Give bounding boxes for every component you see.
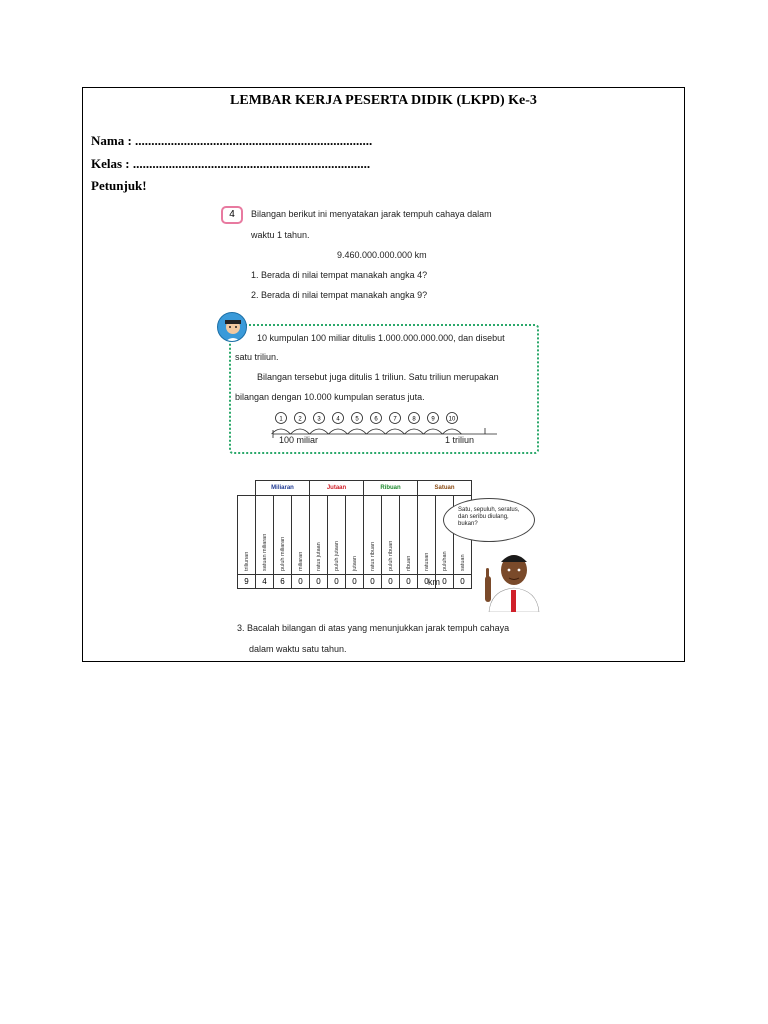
problem-value: 9.460.000.000.000 km xyxy=(337,250,427,260)
numberline-circle-label: 6 xyxy=(374,416,378,423)
unit-label: km xyxy=(428,577,440,587)
nama-field: Nama : ......................................................................... xyxy=(91,133,373,148)
numberline-circle-label: 10 xyxy=(448,416,456,423)
numberline-circle-label: 3 xyxy=(317,416,321,423)
column-header-label: miliaran xyxy=(297,551,304,571)
column-header xyxy=(238,496,256,575)
question-3-line1: 3. Bacalah bilangan di atas yang menunjukkan jarak tempuh cahaya xyxy=(237,623,510,633)
column-header xyxy=(310,496,328,575)
digit-cell: 0 xyxy=(382,575,400,589)
column-header xyxy=(274,496,292,575)
group-header-miliaran: Miliaran xyxy=(256,481,310,496)
column-header-label: puluh miliaran xyxy=(279,536,286,571)
group-header-satuan: Satuan xyxy=(418,481,472,496)
column-header xyxy=(382,496,400,575)
digit-cell: 6 xyxy=(274,575,292,589)
group-header-ribuan: Ribuan xyxy=(364,481,418,496)
numberline-arc xyxy=(291,429,310,434)
column-header xyxy=(400,496,418,575)
numberline-arc xyxy=(348,429,367,434)
digit-cell: 0 xyxy=(364,575,382,589)
petunjuk-label: Petunjuk! xyxy=(91,178,147,193)
column-header-label: triliunan xyxy=(243,551,250,571)
digit-cell: 0 xyxy=(310,575,328,589)
column-header-label: ratus ribuan xyxy=(369,541,376,571)
column-header-label: ratusan xyxy=(423,552,430,571)
problem-text-line2: waktu 1 tahun. xyxy=(251,230,310,240)
digit-cell: 0 xyxy=(328,575,346,589)
numberline-arc xyxy=(367,429,386,434)
problem-number-badge: 4 xyxy=(221,206,243,224)
place-value-table xyxy=(237,480,472,589)
question-1: 1. Berada di nilai tempat manakah angka 4? xyxy=(251,270,428,280)
digit-cell: 0 xyxy=(454,575,472,589)
column-header-label: jutaan xyxy=(351,556,358,571)
student-illustration xyxy=(481,540,547,612)
numberline-arc xyxy=(272,429,291,434)
numberline-circle-label: 9 xyxy=(431,416,435,423)
column-header-label: satuan xyxy=(459,554,466,571)
speech-bubble-text: Satu, sepuluh, seratus, dan seribu diulang, bukan? xyxy=(458,507,520,527)
column-header xyxy=(292,496,310,575)
numberline-arc xyxy=(386,429,405,434)
numberline-circle-label: 8 xyxy=(412,416,416,423)
column-header-label: puluhan xyxy=(441,551,448,571)
numberline-arc xyxy=(405,429,424,434)
numberline-label-right: 1 triliun xyxy=(445,435,475,445)
info-text-p1b: satu triliun. xyxy=(235,352,279,362)
group-header-jutaan: Jutaan xyxy=(310,481,364,496)
numberline-arc xyxy=(310,429,329,434)
column-header-label: satuan miliaran xyxy=(261,533,268,571)
numberline-circle-label: 5 xyxy=(355,416,359,423)
page-title: LEMBAR KERJA PESERTA DIDIK (LKPD) Ke-3 xyxy=(230,93,537,108)
numberline-circle-label: 1 xyxy=(279,416,283,423)
question-3-line2: dalam waktu satu tahun. xyxy=(249,644,347,654)
column-header-label: puluh jutaan xyxy=(333,541,340,571)
numberline-arc xyxy=(443,429,462,434)
digit-cell: 0 xyxy=(292,575,310,589)
column-header xyxy=(364,496,382,575)
digit-cell: 4 xyxy=(256,575,274,589)
digit-cell: 9 xyxy=(238,575,256,589)
column-header xyxy=(346,496,364,575)
digit-cell: 0 xyxy=(418,575,436,589)
question-2: 2. Berada di nilai tempat manakah angka 9? xyxy=(251,290,428,300)
digit-cell: 0 xyxy=(400,575,418,589)
numberline-arc xyxy=(424,429,443,434)
column-header xyxy=(418,496,436,575)
info-text-p1a: 10 kumpulan 100 miliar ditulis 1.000.000.000.000, dan disebut xyxy=(257,333,505,343)
speech-bubble xyxy=(443,498,535,542)
kelas-field: Kelas : ......................................................................... xyxy=(91,156,371,171)
info-text-p2a: Bilangan tersebut juga ditulis 1 triliun. Satu triliun merupakan xyxy=(257,372,499,382)
info-text-p2b: bilangan dengan 10.000 kumpulan seratus juta. xyxy=(235,392,425,402)
numberline-circle-label: 2 xyxy=(298,416,302,423)
worksheet-frame xyxy=(82,87,685,662)
digit-cell: 0 xyxy=(346,575,364,589)
problem-text-line1: Bilangan berikut ini menyatakan jarak tempuh cahaya dalam xyxy=(251,209,492,219)
numberline-label-left: 100 miliar xyxy=(279,435,319,445)
numberline-arc xyxy=(329,429,348,434)
numberline-circle-label: 4 xyxy=(336,416,340,423)
column-header xyxy=(328,496,346,575)
teacher-avatar-icon xyxy=(217,312,247,342)
column-header-label: ratus jutaan xyxy=(315,542,322,571)
numberline-circle-label: 7 xyxy=(393,416,397,423)
column-header-label: ribuan xyxy=(405,555,412,571)
column-header-label: puluh ribuan xyxy=(387,540,394,571)
digit-cell: 0 xyxy=(436,575,454,589)
column-header xyxy=(256,496,274,575)
